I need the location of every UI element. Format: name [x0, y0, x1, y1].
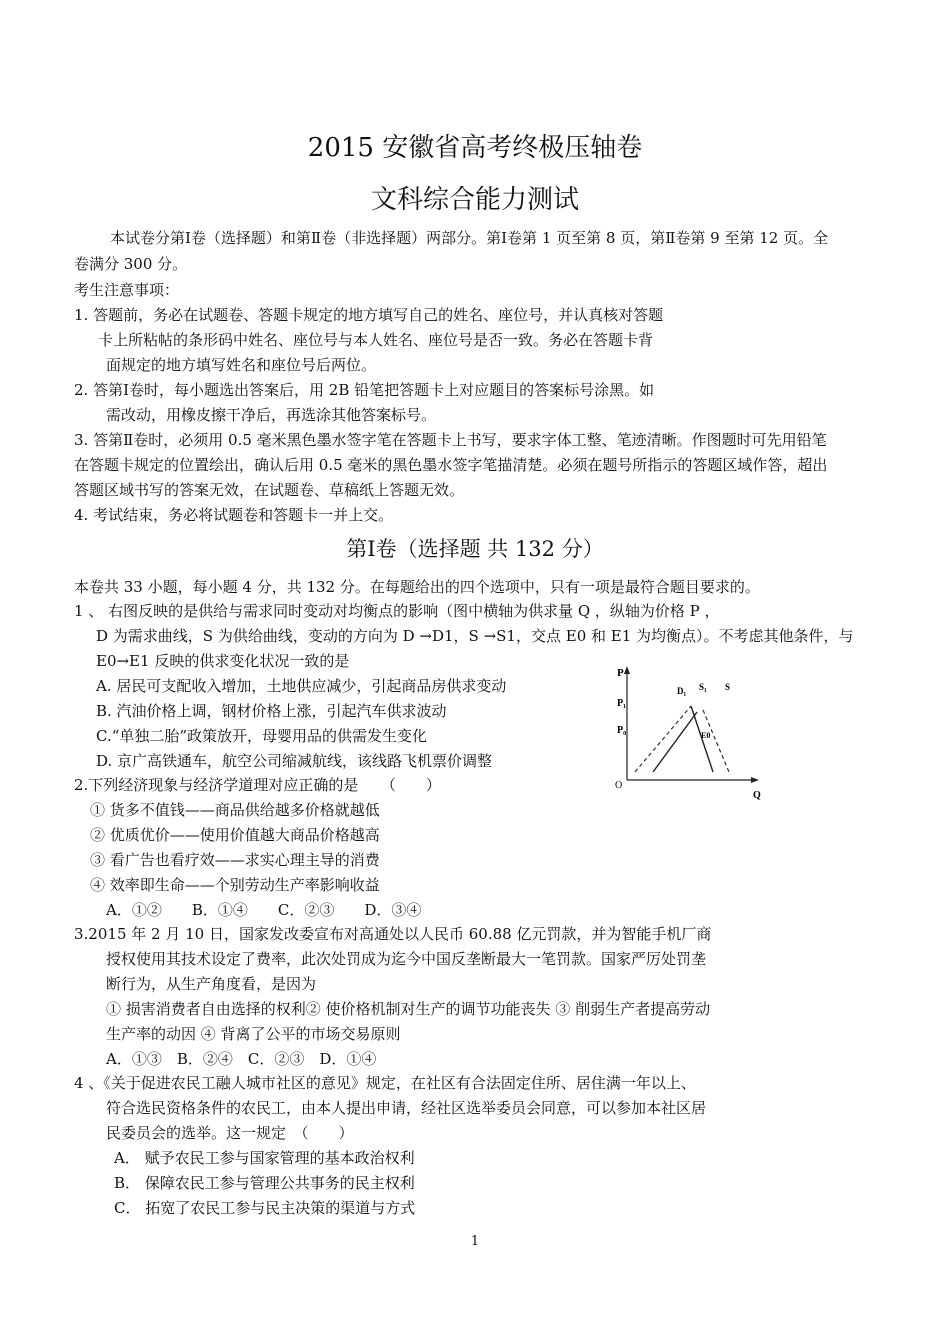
curve-label-s1: S₁ [699, 682, 707, 692]
question-3-items: ① 损害消费者自由选择的权利② 使价格机制对生产的调节功能丧失 ③ 削弱生产者提高劳动 [106, 1000, 711, 1018]
question-1-stem: 1 、 右图反映的是供给与需求同时变动对均衡点的影响（图中横轴为供求量 Q ，纵轴为价格 P ， [74, 602, 720, 620]
section-title: 第Ⅰ卷（选择题 共 132 分） [346, 537, 604, 561]
x-axis-arrow [751, 777, 759, 783]
document-title: 2015 安徽省高考终极压轴卷 [307, 133, 643, 163]
supply-curve-s [635, 706, 691, 772]
question-1-option-a: A. 居民可支配收入增加，土地供应减少，引起商品房供求变动 [96, 677, 507, 695]
axis-label-p: P [617, 667, 624, 679]
question-1-option-b: B. 汽油价格上调，钢材价格上涨，引起汽车供求波动 [96, 702, 447, 720]
origin-label: O [615, 780, 623, 791]
intro-line: 本试卷分第Ⅰ卷（选择题）和第Ⅱ卷（非选择题）两部分。第Ⅰ卷第 1 页至第 8 页，第Ⅱ卷第 9 至第 12 页。全 [110, 229, 829, 247]
question-1-option-d: D. 京广高铁通车，航空公司缩减航线，该线路飞机票价调整 [96, 752, 493, 770]
question-1-option-c: C.“单独二胎”政策放开，母婴用品的供需发生变化 [96, 727, 428, 745]
question-2-stem: 2.下列经济现象与经济学道理对应正确的是 （ ） [74, 776, 441, 794]
notice-line: 需改动，用橡皮擦干净后，再选涂其他答案标号。 [106, 406, 437, 424]
question-3-items: 生产率的动因 ④ 背离了公平的市场交易原则 [106, 1025, 401, 1043]
question-3-stem: 断行为，从生产角度看，是因为 [106, 975, 317, 993]
demand-curve-d [703, 710, 729, 772]
axis-label-p0: P₀ [617, 725, 627, 736]
question-2-item: ① 货多不值钱——商品供给越多价格就越低 [90, 801, 380, 819]
notice-heading: 考生注意事项： [74, 281, 180, 299]
document-subtitle: 文科综合能力测试 [370, 185, 579, 215]
question-2-answers: A．①② B．①④ C．②③ D．③④ [106, 901, 422, 919]
notice-line: 2. 答第Ⅰ卷时，每小题选出答案后，用 2B 铅笔把答题卡上对应题目的答案标号涂黑。如 [74, 381, 655, 399]
question-2-item: ③ 看广告也看疗效——求实心理主导的消费 [90, 851, 380, 869]
curve-label-d1: D₁ [677, 686, 687, 696]
curve-label-s: S [725, 682, 731, 692]
question-4-option-b: B． 保障农民工参与管理公共事务的民主权利 [114, 1174, 415, 1192]
y-axis-arrow [624, 666, 630, 674]
notice-line: 1. 答题前，务必在试题卷、答题卡规定的地方填写自己的姓名、座位号，并认真核对答题 [74, 306, 664, 324]
supply-curve-s1 [653, 712, 697, 772]
question-4-stem: 4 、《关于促进农民工融人城市社区的意见》规定，在社区有合法固定住所、居住满一年以上、 [74, 1074, 696, 1092]
notice-line: 卡上所粘帖的条形码中姓名、座位号与本人姓名、座位号是否一致。务必在答题卡背 [98, 331, 654, 349]
axis-label-q: Q [753, 790, 761, 801]
question-4-stem: 民委员会的选举。这一规定 （ ） [106, 1124, 354, 1142]
question-1-stem: E0→E1 反映的供求变化状况一致的是 [96, 652, 350, 670]
question-2-item: ④ 效率即生命——个别劳动生产率影响收益 [90, 876, 380, 894]
notice-line: 4. 考试结束，务必将试题卷和答题卡一并上交。 [74, 506, 394, 524]
question-4-option-c: C． 拓宽了农民工参与民主决策的渠道与方式 [114, 1199, 416, 1217]
intro-line: 卷满分 300 分。 [74, 255, 188, 273]
axis-label-p1: P₁ [617, 698, 627, 709]
section-description: 本卷共 33 小题，每小题 4 分，共 132 分。在每题给出的四个选项中，只有一项是最符合题目要求的。 [74, 578, 760, 596]
notice-line: 答题区域书写的答案无效，在试题卷、草稿纸上答题无效。 [74, 481, 465, 499]
notice-line: 在答题卡规定的位置绘出，确认后用 0.5 毫米的黑色墨水签字笔描清楚。必须在题号所指示的答题区域作答，超出 [74, 456, 828, 474]
question-3-answers: A．①③ B．②④ C．②③ D．①④ [106, 1050, 377, 1068]
question-4-stem: 符合选民资格条件的农民工，由本人提出申请，经社区选举委员会同意，可以参加本社区居 [106, 1099, 707, 1117]
page-number: 1 [470, 1234, 480, 1249]
question-2-item: ② 优质优价——使用价值越大商品价格越高 [90, 826, 380, 844]
notice-line: 3. 答第Ⅱ卷时，必须用 0.5 毫米黑色墨水签字笔在答题卡上书写，要求字体工整、笔迹清晰。作图题时可先用铅笔 [74, 431, 827, 449]
question-4-option-a: A． 赋予农民工参与国家管理的基本政治权利 [114, 1149, 415, 1167]
question-1-stem: D 为需求曲线，S 为供给曲线，变动的方向为 D →D1，S →S1，交点 E0 和 E1 为均衡点）。不考虑其他条件，与 [96, 627, 854, 645]
point-label-e0: E0 [701, 731, 711, 740]
question-3-stem: 授权使用其技术设定了费率，此次处罚成为迄今中国反垄断最大一笔罚款。国家严厉处罚垄 [106, 950, 707, 968]
question-3-stem: 3.2015 年 2 月 10 日，国家发改委宣布对高通处以人民币 60.88 亿元罚款，并为智能手机厂商 [74, 925, 712, 943]
notice-line: 面规定的地方填写姓名和座位号后两位。 [106, 356, 377, 374]
supply-demand-graph [605, 662, 765, 802]
